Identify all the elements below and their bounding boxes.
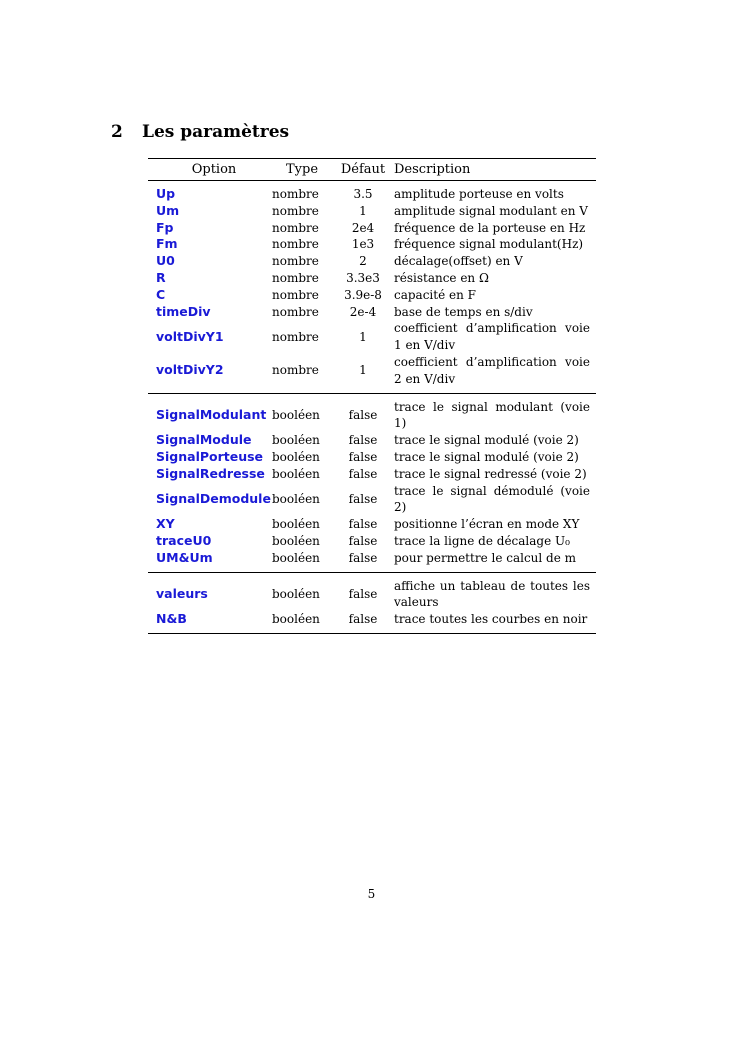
- option-text: SignalModulant: [156, 406, 267, 422]
- table-row: [148, 186, 596, 203]
- description-text: décalage(offset) en V: [394, 254, 523, 269]
- option-cell: [148, 220, 272, 237]
- table-row: [148, 236, 596, 253]
- option-text: Um: [156, 202, 180, 218]
- description-cell: [394, 466, 596, 483]
- description-text: trace la ligne de décalage U₀: [394, 533, 570, 548]
- option-cell: [148, 483, 272, 517]
- type-text: booléen: [272, 433, 320, 448]
- description-text: affiche un tableau de toutes les valeurs: [394, 578, 590, 610]
- description-cell: [394, 578, 596, 612]
- type-text: booléen: [272, 466, 320, 481]
- option-cell: [148, 611, 272, 628]
- section-title: Les paramètres: [142, 122, 290, 142]
- default-cell: [332, 236, 394, 253]
- description-text: trace toutes les courbes en noir: [394, 612, 588, 627]
- option-text: C: [156, 286, 166, 302]
- group-boolean-display: [148, 572, 596, 633]
- option-cell: [148, 304, 272, 321]
- option-text: UM&Um: [156, 549, 213, 565]
- type-cell: [272, 533, 332, 550]
- type-cell: [272, 236, 332, 253]
- type-cell: [272, 220, 332, 237]
- option-cell: [148, 516, 272, 533]
- description-cell: [394, 203, 596, 220]
- option-text: voltDivY1: [156, 328, 224, 344]
- type-cell: [272, 578, 332, 612]
- type-cell: [272, 611, 332, 628]
- description-text: base de temps en s/div: [394, 304, 533, 319]
- header-option: Option: [191, 162, 237, 177]
- option-text: Fm: [156, 236, 178, 252]
- table-header-row: [148, 159, 596, 181]
- type-text: booléen: [272, 517, 320, 532]
- default-text: 1e3: [351, 237, 375, 252]
- default-text: 3.9e-8: [344, 287, 382, 302]
- option-cell: [148, 578, 272, 612]
- table-row: [148, 320, 596, 354]
- type-cell: [272, 550, 332, 567]
- option-text: SignalDemodule: [156, 490, 271, 506]
- default-text: false: [348, 466, 378, 481]
- option-cell: [148, 270, 272, 287]
- type-text: nombre: [272, 203, 319, 218]
- table-row: [148, 253, 596, 270]
- default-cell: [332, 449, 394, 466]
- default-text: 3.3e3: [346, 270, 380, 285]
- default-text: false: [348, 612, 378, 627]
- description-text: amplitude porteuse en volts: [394, 187, 564, 201]
- header-type: Type: [285, 162, 319, 177]
- option-text: R: [156, 269, 166, 285]
- table-row: [148, 550, 596, 567]
- type-text: booléen: [272, 550, 320, 565]
- option-cell: [148, 354, 272, 388]
- table-row: [148, 287, 596, 304]
- description-text: coefficient d’amplification voie 1 en V/div: [394, 321, 590, 353]
- description-cell: [394, 449, 596, 466]
- option-cell: [148, 533, 272, 550]
- default-cell: [332, 432, 394, 449]
- option-cell: [148, 466, 272, 483]
- type-text: nombre: [272, 187, 319, 201]
- type-text: booléen: [272, 586, 320, 601]
- option-cell: [148, 432, 272, 449]
- table-row: [148, 432, 596, 449]
- type-text: nombre: [272, 287, 319, 302]
- description-cell: [394, 236, 596, 253]
- description-cell: [394, 483, 596, 517]
- type-text: nombre: [272, 270, 319, 285]
- option-text: Fp: [156, 219, 174, 235]
- description-text: fréquence signal modulant(Hz): [394, 237, 584, 252]
- type-text: nombre: [272, 304, 319, 319]
- header-description: Description: [394, 162, 471, 177]
- type-text: booléen: [272, 449, 320, 464]
- default-text: false: [348, 550, 378, 565]
- default-cell: [332, 320, 394, 354]
- table-row: [148, 399, 596, 433]
- type-cell: [272, 483, 332, 517]
- description-text: fréquence de la porteuse en Hz: [394, 220, 586, 235]
- table-row: [148, 270, 596, 287]
- group-boolean-traces: [148, 393, 596, 572]
- default-cell: [332, 253, 394, 270]
- description-cell: [394, 320, 596, 354]
- table-row: [148, 483, 596, 517]
- option-text: XY: [156, 516, 175, 532]
- option-cell: [148, 203, 272, 220]
- description-text: pour permettre le calcul de m: [394, 550, 577, 565]
- type-cell: [272, 432, 332, 449]
- table-row: [148, 611, 596, 628]
- group-numeric: [148, 181, 596, 394]
- default-cell: [332, 186, 394, 203]
- type-text: booléen: [272, 612, 320, 627]
- type-text: nombre: [272, 237, 319, 252]
- option-text: voltDivY2: [156, 362, 224, 378]
- description-text: positionne l’écran en mode XY: [394, 517, 580, 532]
- section-heading: [111, 122, 289, 142]
- default-text: 2: [359, 254, 367, 269]
- type-cell: [272, 253, 332, 270]
- table-row: [148, 220, 596, 237]
- table-row: [148, 578, 596, 612]
- description-cell: [394, 354, 596, 388]
- description-cell: [394, 399, 596, 433]
- default-cell: [332, 287, 394, 304]
- description-cell: [394, 550, 596, 567]
- type-text: nombre: [272, 329, 319, 344]
- type-cell: [272, 516, 332, 533]
- option-cell: [148, 253, 272, 270]
- default-text: 3.5: [353, 187, 373, 201]
- default-cell: [332, 578, 394, 612]
- default-cell: [332, 304, 394, 321]
- option-cell: [148, 287, 272, 304]
- table-row: [148, 516, 596, 533]
- option-text: timeDiv: [156, 303, 211, 319]
- page-number: 5: [367, 887, 376, 901]
- description-cell: [394, 270, 596, 287]
- default-text: 1: [359, 203, 367, 218]
- default-cell: [332, 354, 394, 388]
- table-row: [148, 449, 596, 466]
- description-text: trace le signal modulé (voie 2): [394, 433, 579, 448]
- description-cell: [394, 220, 596, 237]
- option-cell: [148, 399, 272, 433]
- option-text: valeurs: [156, 585, 208, 601]
- description-cell: [394, 287, 596, 304]
- description-text: coefficient d’amplification voie 2 en V/div: [394, 354, 590, 386]
- default-cell: [332, 483, 394, 517]
- table-row: [148, 466, 596, 483]
- option-text: N&B: [156, 611, 187, 627]
- option-cell: [148, 236, 272, 253]
- default-cell: [332, 399, 394, 433]
- default-text: false: [348, 533, 378, 548]
- type-cell: [272, 304, 332, 321]
- option-text: traceU0: [156, 532, 212, 548]
- type-text: nombre: [272, 363, 319, 378]
- default-cell: [332, 466, 394, 483]
- description-cell: [394, 432, 596, 449]
- group-divider: [148, 628, 596, 634]
- description-cell: [394, 304, 596, 321]
- description-cell: [394, 516, 596, 533]
- type-cell: [272, 399, 332, 433]
- description-text: amplitude signal modulant en V: [394, 203, 588, 218]
- type-text: booléen: [272, 407, 320, 422]
- default-text: false: [348, 407, 378, 422]
- description-text: trace le signal modulé (voie 2): [394, 449, 579, 464]
- option-text: SignalPorteuse: [156, 448, 264, 464]
- description-text: trace le signal démodulé (voie 2): [394, 483, 590, 515]
- default-text: false: [348, 449, 378, 464]
- default-text: 1: [359, 329, 367, 344]
- default-text: false: [348, 517, 378, 532]
- table-row: [148, 354, 596, 388]
- description-text: trace le signal redressé (voie 2): [394, 466, 587, 481]
- option-cell: [148, 550, 272, 567]
- header-default: Défaut: [340, 162, 386, 177]
- section-number: 2: [111, 122, 123, 142]
- description-text: capacité en F: [394, 287, 476, 302]
- type-cell: [272, 320, 332, 354]
- default-cell: [332, 203, 394, 220]
- description-text: trace le signal modulant (voie 1): [394, 399, 590, 431]
- default-text: false: [348, 586, 378, 601]
- table-row: [148, 533, 596, 550]
- type-cell: [272, 203, 332, 220]
- option-cell: [148, 449, 272, 466]
- option-text: Up: [156, 186, 176, 201]
- default-text: false: [348, 491, 378, 506]
- default-text: 2e-4: [349, 304, 377, 319]
- type-text: nombre: [272, 254, 319, 269]
- type-cell: [272, 287, 332, 304]
- default-cell: [332, 270, 394, 287]
- type-cell: [272, 466, 332, 483]
- option-text: SignalModule: [156, 432, 252, 448]
- type-cell: [272, 449, 332, 466]
- type-text: booléen: [272, 533, 320, 548]
- table-row: [148, 304, 596, 321]
- option-text: SignalRedresse: [156, 465, 265, 481]
- default-cell: [332, 533, 394, 550]
- description-cell: [394, 253, 596, 270]
- default-text: 1: [359, 363, 367, 378]
- type-cell: [272, 270, 332, 287]
- default-cell: [332, 550, 394, 567]
- table-row: [148, 203, 596, 220]
- default-cell: [332, 220, 394, 237]
- option-cell: [148, 320, 272, 354]
- parameters-table: [148, 158, 596, 634]
- description-cell: [394, 186, 596, 203]
- default-cell: [332, 516, 394, 533]
- option-cell: [148, 186, 272, 203]
- default-text: false: [348, 433, 378, 448]
- type-cell: [272, 186, 332, 203]
- description-text: résistance en Ω: [394, 270, 489, 285]
- description-cell: [394, 533, 596, 550]
- default-text: 2e4: [351, 220, 375, 235]
- description-cell: [394, 611, 596, 628]
- type-cell: [272, 354, 332, 388]
- type-text: nombre: [272, 220, 319, 235]
- option-text: U0: [156, 253, 175, 269]
- type-text: booléen: [272, 491, 320, 506]
- default-cell: [332, 611, 394, 628]
